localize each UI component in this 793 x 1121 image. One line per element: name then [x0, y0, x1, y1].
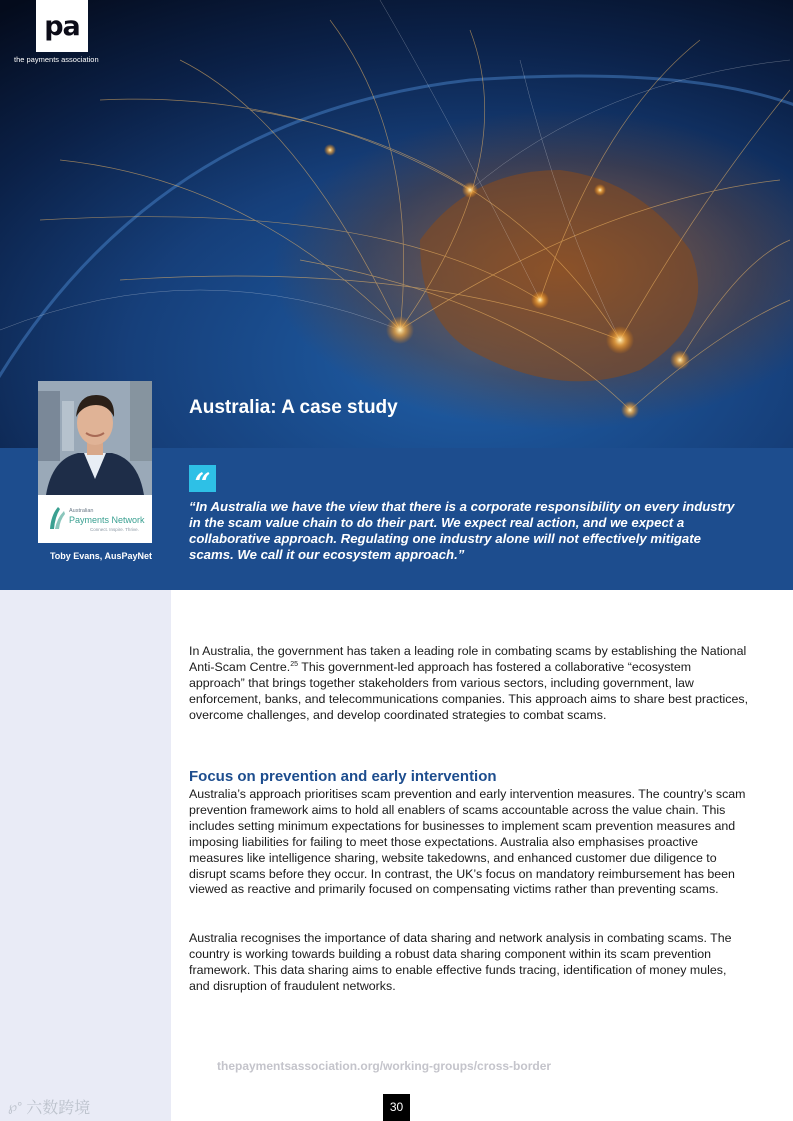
auspaynet-logo-tagline: Connect. Inspire. Thrive.: [90, 527, 139, 532]
data-sharing-paragraph: Australia recognises the importance of data sharing and network analysis in combating scams. The country is working towards building a robust data sharing component within its scam prevention framework. This data sharing aims to enable effective funds tracing, identification of money mules, and disruption of fraudulent networks.: [189, 931, 732, 993]
speaker-portrait: [38, 381, 152, 495]
watermark-icon: ℘°: [8, 1098, 23, 1114]
watermark: [8, 1095, 90, 1118]
page-number: 30: [383, 1094, 410, 1121]
footer-link[interactable]: thepaymentsassociation.org/working-groups/cross-border: [217, 1059, 552, 1073]
brand-logo[interactable]: [36, 0, 88, 52]
quote-mark-icon: “: [189, 465, 216, 492]
auspaynet-logo-small: Australian: [69, 508, 94, 514]
pull-quote: “In Australia we have the view that there is a corporate responsibility on every industry in the scam value chain to do their part. We expect real action, and we expect a collaborative approach. Regulating one industry alone will not effectively mitigate scams. We call it our ecosystem approach.”: [189, 499, 735, 562]
speaker-name: Toby Evans, AusPayNet: [49, 551, 152, 561]
case-study-title: Australia: A case study: [189, 397, 398, 418]
auspaynet-logo: [38, 495, 152, 543]
intro-text-part1: In Australia, the government has taken a leading role in combating scams by establishing the National Anti-Scam Centre.: [189, 644, 747, 674]
intro-paragraph: [189, 644, 749, 724]
auspaynet-logo-name: Payments Network: [69, 515, 145, 525]
footnote-ref[interactable]: 25: [290, 660, 299, 668]
auspaynet-mark-icon: [48, 505, 66, 531]
brand-logo-text: pa: [44, 10, 80, 42]
prevention-paragraph: Australia’s approach prioritises scam prevention and early intervention measures. The country’s scam prevention framework aims to hold all enablers of scams accountable across the value chain. This includes setting minimum expectations for businesses to implement scam prevention measures and imposing liabilities for failing to meet those expectations. Australia also emphasises proactive measures like intelligence sharing, website takedowns, and enhanced customer due diligence to disrupt scams before they occur. In contrast, the UK’s focus on mandatory reimbursement has been viewed as reactive and primarily focused on compensating victims rather than preventing scams.: [189, 787, 746, 897]
watermark-text: 六数跨境: [26, 1100, 91, 1117]
left-sidebar-panel: [0, 590, 171, 1121]
speaker-photo: [38, 381, 152, 495]
intro-text-part2: This government-led approach has fostered a collaborative “ecosystem approach” that brings together stakeholders from various sectors, including government, law enforcement, banks, and telecommunications companies. This approach aims to share best practices, overcome challenges, and develop coordinated strategies to combat scams.: [189, 659, 749, 722]
brand-tagline: the payments association: [14, 55, 99, 64]
section-heading: Focus on prevention and early intervention: [189, 768, 497, 785]
